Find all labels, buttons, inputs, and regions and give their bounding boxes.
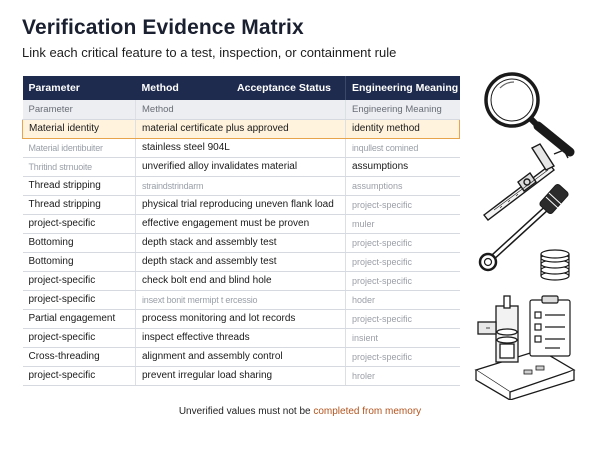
- header-method: Method: [141, 82, 179, 94]
- cell-method: insext bonit mermipt t ercessio: [136, 290, 346, 309]
- table-row[interactable]: [23, 214, 460, 233]
- cell-method: straindstrindarm: [136, 176, 346, 195]
- header-engineering-meaning: Engineering Meaning: [346, 76, 460, 100]
- table-row[interactable]: [23, 290, 460, 309]
- page-title: Verification Evidence Matrix: [22, 16, 304, 39]
- table-header-row: [23, 76, 460, 100]
- cell-meaning: hroler: [346, 366, 460, 385]
- cell-parameter: project-specific: [23, 328, 136, 347]
- tools-illustration: [470, 70, 596, 400]
- table-row[interactable]: [23, 176, 460, 195]
- footer-note: [0, 406, 600, 417]
- header-acceptance-status: Acceptance Status: [237, 82, 331, 94]
- cell-meaning: muler: [346, 214, 460, 233]
- cell-meaning: assumptions: [346, 157, 460, 176]
- cell-meaning: project-specific: [346, 233, 460, 252]
- table-row[interactable]: [23, 328, 460, 347]
- cell-method: prevent irregular load sharing: [136, 366, 346, 385]
- cell-parameter: Partial engagement: [23, 309, 136, 328]
- cell-method: process monitoring and lot records: [136, 309, 346, 328]
- cell-parameter: project-specific: [23, 214, 136, 233]
- subheader-meaning: Engineering Meaning: [346, 100, 460, 119]
- table-row[interactable]: [23, 195, 460, 214]
- cell-method: depth stack and assembly test: [136, 252, 346, 271]
- footer-accent-text: completed from memory: [313, 406, 422, 417]
- cell-meaning: inqullest comined: [346, 138, 460, 157]
- cell-parameter: Material identibuiter: [23, 138, 136, 157]
- header-parameter: Parameter: [28, 82, 80, 94]
- magnifying-glass-icon: [486, 74, 570, 152]
- cell-method: alignment and assembly control: [136, 347, 346, 366]
- cell-method: material certificate plus approved: [136, 119, 346, 138]
- table-row[interactable]: [23, 233, 460, 252]
- cell-method: effective engagement must be proven: [136, 214, 346, 233]
- cell-meaning: project-specific: [346, 271, 460, 290]
- cell-meaning: insient: [346, 328, 460, 347]
- cell-meaning: project-specific: [346, 309, 460, 328]
- page-subtitle: Link each critical feature to a test, inspection, or containment rule: [22, 45, 397, 60]
- table-row-highlighted[interactable]: [23, 119, 460, 138]
- cell-meaning: assumptions: [346, 176, 460, 195]
- cell-meaning: identity method: [346, 119, 460, 138]
- cell-method: check bolt end and blind hole: [136, 271, 346, 290]
- footer-text: Unverified values must not be: [178, 406, 314, 417]
- cell-parameter: Material identity: [23, 119, 136, 138]
- cell-parameter: project-specific: [23, 366, 136, 385]
- cell-parameter: Bottoming: [23, 252, 136, 271]
- cell-meaning: hoder: [346, 290, 460, 309]
- cell-parameter: Cross-threading: [23, 347, 136, 366]
- table-row[interactable]: [23, 138, 460, 157]
- cell-method: physical trial reproducing uneven flank load: [136, 195, 346, 214]
- checklist-clipboard-icon: [530, 296, 570, 356]
- cell-method: stainless steel 904L: [136, 138, 346, 157]
- cell-method: unverified alloy invalidates material: [136, 157, 346, 176]
- table-row[interactable]: [23, 157, 460, 176]
- subheader-method: Method: [136, 100, 346, 119]
- table-subheader-row: [23, 100, 460, 119]
- table-row[interactable]: [23, 252, 460, 271]
- cell-meaning: project-specific: [346, 195, 460, 214]
- cell-method: depth stack and assembly test: [136, 233, 346, 252]
- table-row[interactable]: [23, 347, 460, 366]
- cell-method: inspect effective threads: [136, 328, 346, 347]
- cell-meaning: project-specific: [346, 347, 460, 366]
- table-row[interactable]: [23, 366, 460, 385]
- cell-parameter: Thread stripping: [23, 176, 136, 195]
- subheader-parameter: Parameter: [23, 100, 136, 119]
- cell-parameter: Bottoming: [23, 233, 136, 252]
- cell-parameter: Thread stripping: [23, 195, 136, 214]
- table-row[interactable]: [23, 271, 460, 290]
- table-row[interactable]: [23, 309, 460, 328]
- cell-meaning: project-specific: [346, 252, 460, 271]
- cell-parameter: project-specific: [23, 290, 136, 309]
- header-method-status: [136, 76, 346, 100]
- cell-parameter: project-specific: [23, 271, 136, 290]
- evidence-matrix-table: [22, 76, 460, 386]
- washer-stack-icon: [541, 250, 569, 280]
- cell-parameter: Thritind strnuoite: [23, 157, 136, 176]
